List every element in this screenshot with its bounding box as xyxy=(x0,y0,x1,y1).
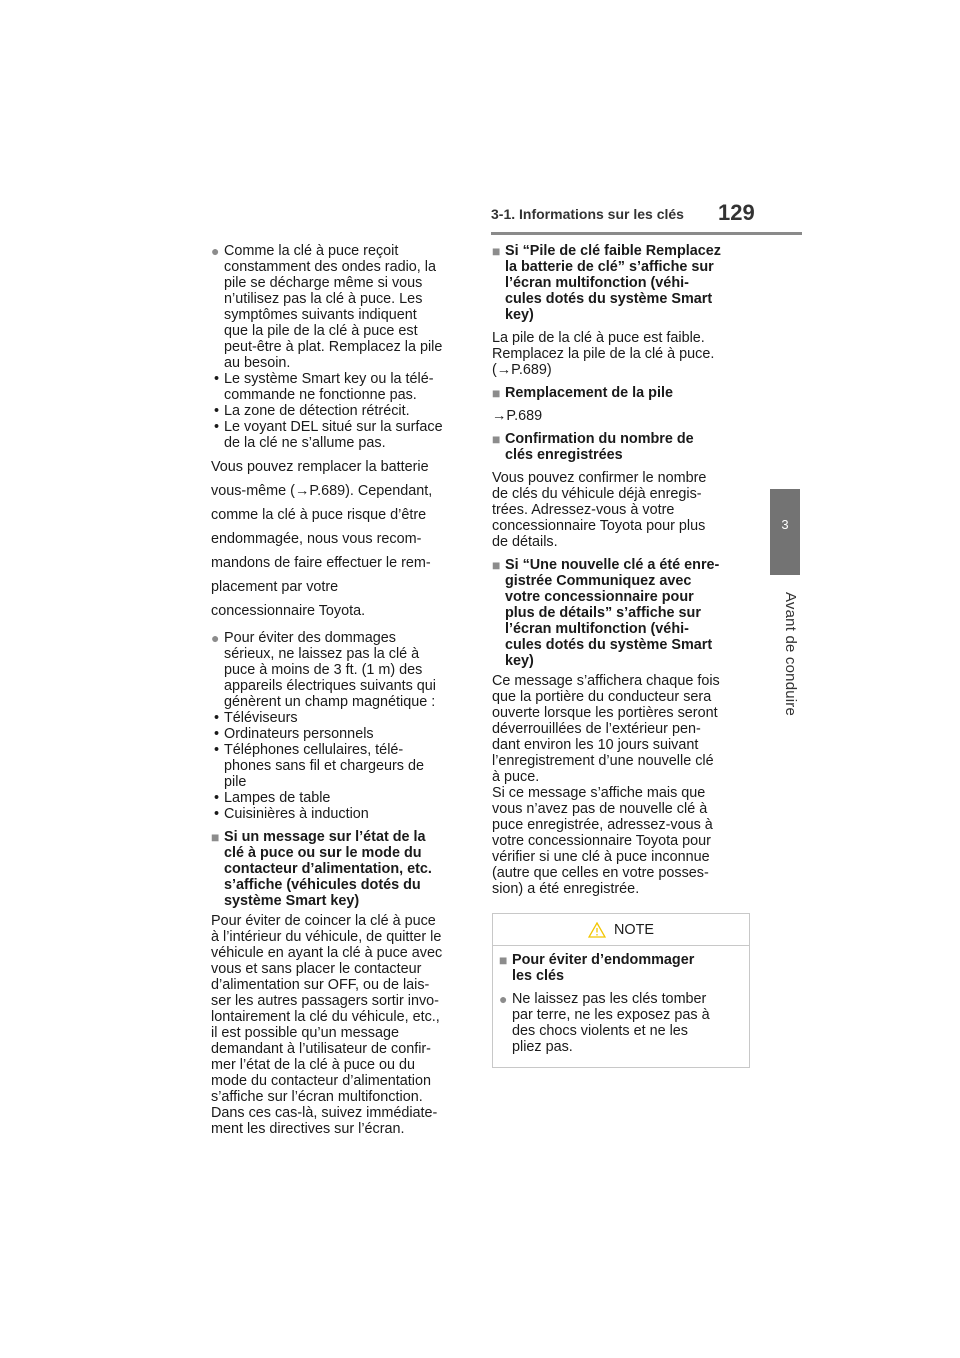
text-line: la batterie de clé” s’affiche sur xyxy=(505,259,714,275)
heading-text xyxy=(505,431,750,463)
text-line: symptômes suivants indiquent xyxy=(224,307,417,323)
header-rule xyxy=(491,232,802,235)
list-item-text: Cuisinières à induction xyxy=(224,806,369,822)
list-item xyxy=(211,371,467,403)
left-column xyxy=(211,243,467,1137)
heading-key-count xyxy=(492,431,750,463)
text-line: au besoin. xyxy=(224,355,291,371)
text-line: Ne laissez pas les clés tomber xyxy=(512,991,707,1007)
text-line: Pour éviter des dommages xyxy=(224,630,396,646)
heading-square: ■ xyxy=(499,952,508,968)
text-line: vous n’avez pas de nouvelle clé à xyxy=(492,801,708,817)
text-line: La pile de la clé à puce est faible. xyxy=(492,330,705,346)
list-item-text: Le voyant DEL situé sur la surface xyxy=(224,419,443,435)
list-bullet: • xyxy=(214,742,220,758)
list-item-text: Téléviseurs xyxy=(224,710,298,726)
text-line: pliez pas. xyxy=(512,1039,573,1055)
text-line: à puce. xyxy=(492,769,540,785)
heading-square: ■ xyxy=(211,829,220,845)
list-item-text: pile xyxy=(224,774,247,790)
text-line: Si un message sur l’état de la xyxy=(224,829,426,845)
list-item-text: phones sans fil et chargeurs de xyxy=(224,758,424,774)
text-line: système Smart key) xyxy=(224,893,360,909)
note-heading xyxy=(499,952,743,984)
text-line: pile se décharge même si vous xyxy=(224,275,423,291)
text-line: Si “Pile de clé faible Remplacez xyxy=(505,243,721,259)
text-line: sérieux, ne laissez pas la clé à xyxy=(224,646,420,662)
text-line: (→P.689) xyxy=(492,362,552,378)
text-line: constamment des ondes radio, la xyxy=(224,259,436,275)
text-line: peut-être à plat. Remplacez la pile xyxy=(224,339,443,355)
text-line: endommagée, nous vous recom- xyxy=(211,531,422,547)
text-line: mode du contacteur d’alimentation xyxy=(211,1073,431,1089)
text-line: Ce message s’affichera chaque fois xyxy=(492,673,720,689)
list-item-text: Téléphones cellulaires, télé- xyxy=(224,742,404,758)
list-bullet: • xyxy=(214,790,220,806)
list-item-text: Ordinateurs personnels xyxy=(224,726,374,742)
text-line: Confirmation du nombre de xyxy=(505,431,694,447)
text-line: n’utilisez pas la clé à puce. Les xyxy=(224,291,423,307)
list-item xyxy=(211,742,467,790)
text-line: Comme la clé à puce reçoit xyxy=(224,243,399,259)
heading-text xyxy=(224,829,467,909)
key-status-paragraph xyxy=(211,913,467,1137)
text-line: contacteur d’alimentation, etc. xyxy=(224,861,432,877)
right-column xyxy=(492,243,750,1068)
list-item-text: La zone de détection rétrécit. xyxy=(224,403,410,419)
list-bullet: • xyxy=(214,403,220,419)
text-line: vous-même (→P.689). Cependant, xyxy=(211,483,433,499)
text-line: concessionnaire Toyota pour plus xyxy=(492,518,706,534)
text-line: plus de détails” s’affiche sur xyxy=(505,605,701,621)
key-count-paragraph xyxy=(492,470,750,550)
text-line: ser les autres passagers sortir invo- xyxy=(211,993,439,1009)
heading-square: ■ xyxy=(492,385,501,401)
appliance-list xyxy=(211,710,467,822)
text-line: votre concessionnaire Toyota pour xyxy=(492,833,711,849)
text-line: génèrent un champ magnétique : xyxy=(224,694,436,710)
text-line: il est possible qu’un message xyxy=(211,1025,399,1041)
note-title: NOTE xyxy=(614,921,654,938)
text-line: l’écran multifonction (véhi- xyxy=(505,621,689,637)
page-number: 129 xyxy=(718,200,755,225)
chapter-tab xyxy=(770,489,800,575)
text-line: Dans ces cas-là, suivez immédiate- xyxy=(211,1105,438,1121)
bullet-dot: ● xyxy=(211,630,220,646)
bullet-text xyxy=(512,991,743,1055)
heading-key-status-message xyxy=(211,829,467,909)
list-item xyxy=(211,403,467,419)
warning-icon xyxy=(588,922,606,938)
heading-text xyxy=(512,952,743,984)
symptom-list xyxy=(211,371,467,451)
list-bullet: • xyxy=(214,806,220,822)
list-bullet: • xyxy=(214,710,220,726)
text-line: key) xyxy=(505,307,534,323)
text-line: votre concessionnaire pour xyxy=(505,589,694,605)
chapter-number: 3 xyxy=(781,517,789,532)
text-line: dant environ les 10 jours suivant xyxy=(492,737,699,753)
text-line: de clés du véhicule déjà enregis- xyxy=(492,486,702,502)
low-battery-paragraph xyxy=(492,330,750,378)
text-line: key) xyxy=(505,653,534,669)
list-bullet: • xyxy=(214,371,220,387)
text-line: Pour éviter d’endommager xyxy=(512,952,695,968)
bullet-dot: ● xyxy=(211,243,220,259)
heading-text xyxy=(505,557,750,669)
text-line: Si ce message s’affiche mais que xyxy=(492,785,706,801)
list-bullet: • xyxy=(214,419,220,435)
list-item-text: de la clé ne s’allume pas. xyxy=(224,435,386,451)
text-line: concessionnaire Toyota. xyxy=(211,603,366,619)
heading-low-battery-message xyxy=(492,243,750,323)
text-line: →P.689 xyxy=(492,408,543,424)
list-item-text: Lampes de table xyxy=(224,790,331,806)
list-item xyxy=(211,806,467,822)
heading-square: ■ xyxy=(492,431,501,447)
bullet-text xyxy=(224,243,467,371)
list-item xyxy=(211,710,467,726)
replace-battery-paragraph xyxy=(211,455,467,623)
heading-text xyxy=(505,385,750,401)
text-line: véhicule en ayant la clé à puce avec xyxy=(211,945,443,961)
text-line: lontairement la clé du véhicule, etc., xyxy=(211,1009,440,1025)
heading-square: ■ xyxy=(492,243,501,259)
text-line: appareils électriques suivants qui xyxy=(224,678,436,694)
chapter-title: Avant de conduire xyxy=(782,592,799,717)
new-key-paragraph xyxy=(492,673,750,897)
header-section-title: 3-1. Informations sur les clés xyxy=(491,206,684,222)
bullet-dot: ● xyxy=(499,991,508,1007)
text-line: placement par votre xyxy=(211,579,339,595)
text-line: mandons de faire effectuer le rem- xyxy=(211,555,431,571)
text-line: que la pile de la clé à puce est xyxy=(224,323,418,339)
text-line: mer l’état de la clé à puce ou du xyxy=(211,1057,415,1073)
text-line: que la portière du conducteur sera xyxy=(492,689,712,705)
text-line: par terre, ne les exposez pas à xyxy=(512,1007,710,1023)
text-line: Remplacez la pile de la clé à puce. xyxy=(492,346,715,362)
text-line: déverrouillées de l’extérieur pen- xyxy=(492,721,701,737)
text-line: de détails. xyxy=(492,534,558,550)
text-line: ment les directives sur l’écran. xyxy=(211,1121,405,1137)
list-item-text: commande ne fonctionne pas. xyxy=(224,387,417,403)
text-line: Pour éviter de coincer la clé à puce xyxy=(211,913,436,929)
text-line: Remplacement de la pile xyxy=(505,385,673,401)
bullet-text xyxy=(224,630,467,710)
text-line: sion) a été enregistrée. xyxy=(492,881,640,897)
text-line: comme la clé à puce risque d’être xyxy=(211,507,427,523)
text-line: vous et sans placer le contacteur xyxy=(211,961,422,977)
text-line: l’enregistrement d’une nouvelle clé xyxy=(492,753,714,769)
note-header xyxy=(493,914,749,946)
text-line: gistrée Communiquez avec xyxy=(505,573,692,589)
note-box xyxy=(492,913,750,1068)
list-item xyxy=(211,419,467,451)
text-line: cules dotés du système Smart xyxy=(505,637,713,653)
text-line: (autre que celles en votre posses- xyxy=(492,865,709,881)
heading-battery-replacement xyxy=(492,385,750,401)
text-line: vérifier si une clé à puce inconnue xyxy=(492,849,710,865)
list-item-text: Le système Smart key ou la télé- xyxy=(224,371,434,387)
heading-square: ■ xyxy=(492,557,501,573)
text-line: clé à puce ou sur le mode du xyxy=(224,845,422,861)
note-bullet xyxy=(499,991,743,1055)
heading-text xyxy=(505,243,750,323)
text-line: clés enregistrées xyxy=(505,447,623,463)
text-line: puce enregistrée, adressez-vous à xyxy=(492,817,713,833)
text-line: Si “Une nouvelle clé a été enre- xyxy=(505,557,720,573)
text-line: demandant à l’utilisateur de confir- xyxy=(211,1041,431,1057)
text-line: s’affiche (véhicules dotés du xyxy=(224,877,421,893)
text-line: l’écran multifonction (véhi- xyxy=(505,275,689,291)
bullet-avoid-damage xyxy=(211,630,467,710)
page-reference xyxy=(492,408,750,424)
text-line: ouverte lorsque les portières seront xyxy=(492,705,718,721)
text-line: puce à moins de 3 ft. (1 m) des xyxy=(224,662,423,678)
text-line: s’affiche sur l’écran multifonction. xyxy=(211,1089,423,1105)
text-line: les clés xyxy=(512,968,565,984)
text-line: à l’intérieur du véhicule, de quitter le xyxy=(211,929,442,945)
list-bullet: • xyxy=(214,726,220,742)
text-line: Vous pouvez confirmer le nombre xyxy=(492,470,707,486)
bullet-battery-discharge xyxy=(211,243,467,371)
text-line: trées. Adressez-vous à votre xyxy=(492,502,675,518)
heading-new-key-message xyxy=(492,557,750,669)
text-line: cules dotés du système Smart xyxy=(505,291,713,307)
note-body xyxy=(493,946,749,1067)
text-line: Vous pouvez remplacer la batterie xyxy=(211,459,429,475)
text-line: d’alimentation sur OFF, ou de lais- xyxy=(211,977,430,993)
list-item xyxy=(211,726,467,742)
list-item xyxy=(211,790,467,806)
text-line: des chocs violents et ne les xyxy=(512,1023,688,1039)
